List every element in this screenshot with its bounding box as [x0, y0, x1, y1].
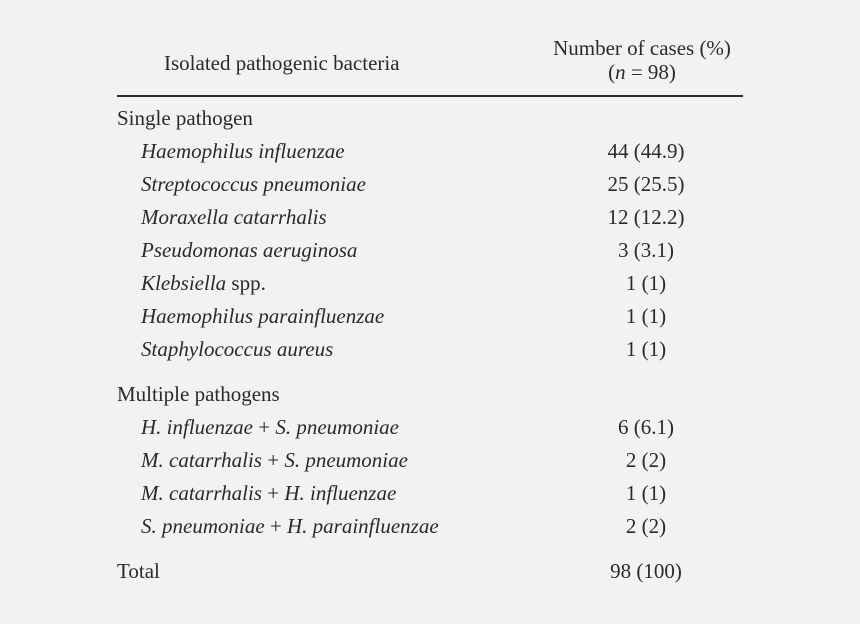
- table-row-name: Moraxella catarrhalis: [141, 205, 327, 229]
- table-row-name: Haemophilus influenzae: [141, 139, 345, 163]
- table-row-value: 6 (6.1): [618, 415, 674, 439]
- table-row-name: M. catarrhalis + S. pneumoniae: [141, 448, 408, 472]
- table-row-value: 2 (2): [625, 514, 667, 538]
- table-row-name: S. pneumoniae + H. parainfluenzae: [141, 514, 439, 538]
- n-value: = 98): [625, 60, 676, 84]
- table-row-name: M. catarrhalis + H. influenzae: [141, 481, 397, 505]
- column-header-cases-line2: (n = 98): [608, 60, 676, 84]
- n-symbol: n: [615, 60, 626, 84]
- section-label-single: Single pathogen: [117, 106, 253, 130]
- table-row-name: Staphylococcus aureus: [141, 337, 334, 361]
- column-header-cases: [540, 36, 744, 84]
- header-rule: [117, 95, 743, 97]
- table-row-value: 1 (1): [625, 337, 667, 361]
- table-row-value: 1 (1): [625, 481, 667, 505]
- table-row-value: 2 (2): [625, 448, 667, 472]
- table-row-value: 25 (25.5): [607, 172, 685, 196]
- section-label-multiple: Multiple pathogens: [117, 382, 280, 406]
- total-label: Total: [117, 559, 160, 583]
- table-row-value: 44 (44.9): [607, 139, 685, 163]
- column-header-cases-line1: Number of cases (%): [553, 36, 731, 60]
- table-row-name: Streptococcus pneumoniae: [141, 172, 366, 196]
- table-row-value: 1 (1): [625, 271, 667, 295]
- table-row-value: 12 (12.2): [607, 205, 685, 229]
- table-row-name: Haemophilus parainfluenzae: [141, 304, 385, 328]
- total-value: 98 (100): [610, 559, 682, 583]
- table-row-name: H. influenzae + S. pneumoniae: [141, 415, 399, 439]
- table-row-value: 3 (3.1): [618, 238, 674, 262]
- column-header-bacteria: Isolated pathogenic bacteria: [164, 51, 400, 75]
- table-row-value: 1 (1): [625, 304, 667, 328]
- table-row-name: Klebsiella spp.: [141, 271, 266, 295]
- table-row-name: Pseudomonas aeruginosa: [141, 238, 358, 262]
